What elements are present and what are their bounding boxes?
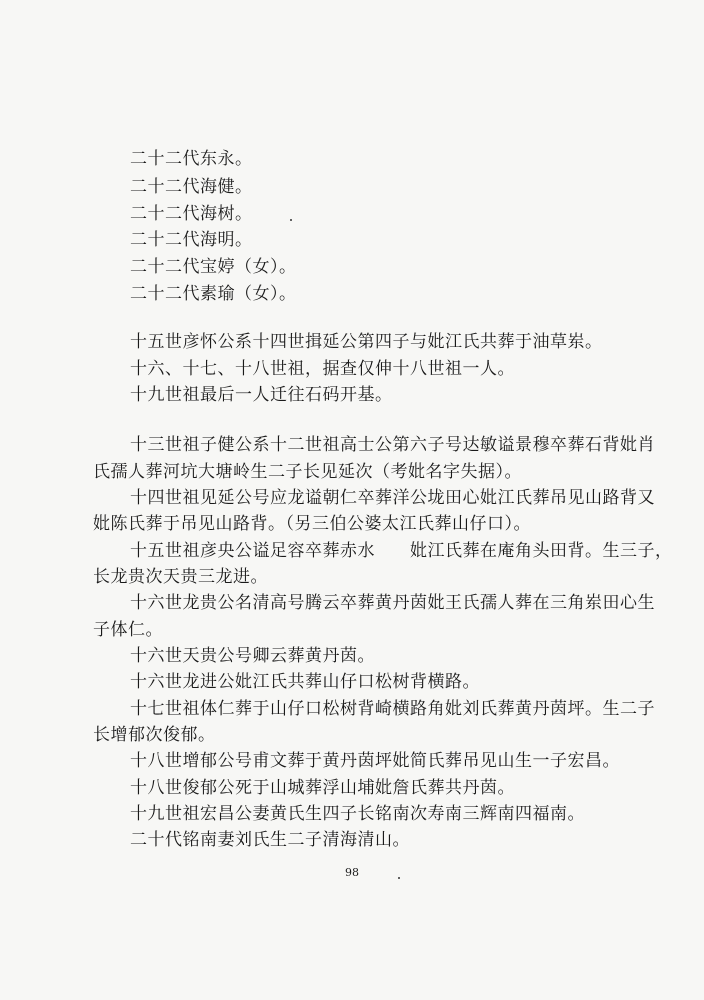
paragraph-line: 二十代铭南妻刘氏生二子清海清山。: [130, 830, 410, 850]
paragraph-line: 十九世祖最后一人迁往石码开基。: [130, 385, 393, 405]
list-item: 二十二代宝婷（女）。: [130, 257, 297, 277]
paragraph-line: 十六、十七、十八世祖，据查仅伸十八世祖一人。: [130, 359, 515, 379]
paragraph-line: 十五世祖彦央公谥足容卒葬赤水 妣江氏葬在庵角头田背。生三子，: [130, 541, 673, 561]
paragraph-line: 十四世祖见延公号应龙谥朝仁卒葬洋公垅田心妣江氏葬吊见山路背又: [130, 488, 655, 508]
paragraph-line: 子体仁。: [93, 620, 163, 640]
paragraph-line: 妣陈氏葬于吊见山路背。（另三伯公婆太江氏葬山仔口）。: [93, 514, 531, 534]
scan-speck: [398, 877, 400, 879]
paragraph-line: 十五世彦怀公系十四世揖延公第四子与妣江氏共葬于油草岽。: [130, 332, 603, 352]
list-item: 二十二代海树。: [130, 204, 253, 224]
paragraph-line: 十八世增郁公号甫文葬于黄丹茵坪妣简氏葬吊见山生一子宏昌。: [130, 751, 620, 771]
list-item: 二十二代东永。: [130, 149, 253, 169]
paragraph-line: 十七世祖体仁葬于山仔口松树背崎横路角妣刘氏葬黄丹茵坪。生二子: [130, 699, 655, 719]
paragraph-line: 长增郁次俊郁。: [93, 725, 216, 745]
paragraph-line: 氏孺人葬河坑大塘岭生二子长见延次（考妣名字失据）。: [93, 462, 522, 482]
list-item: 二十二代海健。: [130, 177, 253, 197]
paragraph-line: 十八世俊郁公死于山城葬浮山埔妣詹氏葬共丹茵。: [130, 778, 515, 798]
page-number: 98: [345, 866, 359, 879]
list-item: 二十二代素瑜（女）。: [130, 284, 297, 304]
scan-speck: [290, 219, 292, 221]
list-item: 二十二代海明。: [130, 230, 253, 250]
paragraph-line: 十九世祖宏昌公妻黄氏生四子长铭南次寿南三辉南四福南。: [130, 804, 585, 824]
paragraph-line: 十三世祖子健公系十二世祖高士公第六子号达敏谥景穆卒葬石背妣肖: [130, 435, 655, 455]
paragraph-line: 十六世龙进公妣江氏共葬山仔口松树背横路。: [130, 672, 480, 692]
paragraph-line: 十六世龙贵公名清高号腾云卒葬黄丹茵妣王氏孺人葬在三角岽田心生: [130, 593, 655, 613]
paragraph-line: 十六世天贵公号卿云葬黄丹茵。: [130, 646, 375, 666]
paragraph-line: 长龙贵次天贵三龙进。: [93, 567, 268, 587]
